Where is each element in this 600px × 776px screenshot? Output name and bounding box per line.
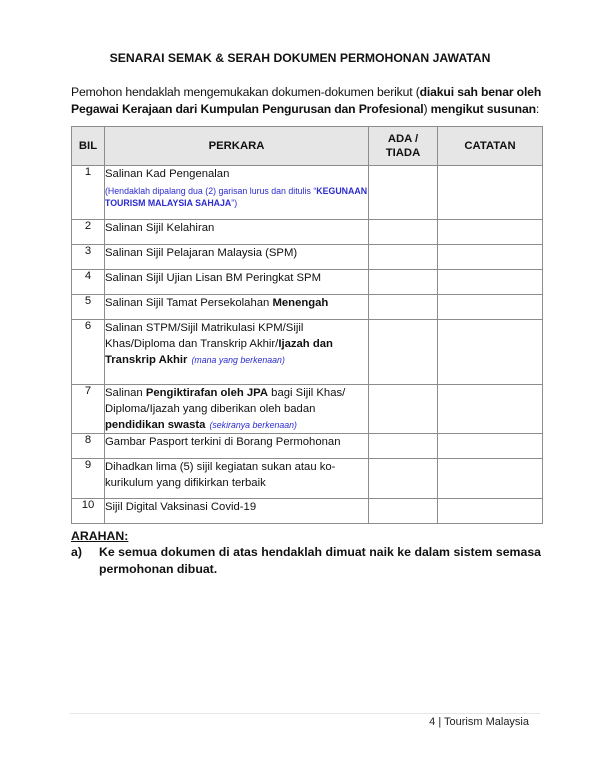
row-item-text: Salinan	[105, 387, 146, 399]
intro-text: Pemohon hendaklah mengemukakan dokumen-dokumen berikut (	[71, 85, 420, 99]
ada-tiada-cell[interactable]	[369, 434, 438, 459]
catatan-cell[interactable]	[438, 385, 543, 434]
row-number: 2	[72, 220, 105, 245]
table-row	[72, 295, 543, 320]
table-row	[72, 434, 543, 459]
row-item-text: Salinan Sijil Pelajaran Malaysia (SPM)	[105, 247, 298, 259]
row-number: 10	[72, 499, 105, 524]
header-catatan: CATATAN	[438, 127, 543, 166]
footer-separator: |	[438, 716, 442, 728]
row-item-bold: pendidikan swasta	[105, 419, 206, 431]
row-item-text: Gambar Pasport terkini di Borang Permohonan	[105, 436, 341, 448]
table-row	[72, 459, 543, 499]
row-item	[105, 166, 369, 220]
row-number: 5	[72, 295, 105, 320]
ada-tiada-cell[interactable]	[369, 166, 438, 220]
row-number: 9	[72, 459, 105, 499]
row-number: 4	[72, 270, 105, 295]
row-number: 6	[72, 320, 105, 385]
catatan-cell[interactable]	[438, 166, 543, 220]
page-number: 4	[429, 716, 436, 728]
catatan-cell[interactable]	[438, 295, 543, 320]
intro-line-1	[71, 84, 555, 101]
table-row	[72, 270, 543, 295]
ada-tiada-cell[interactable]	[369, 220, 438, 245]
row-item	[105, 499, 369, 524]
instruction-label: a)	[71, 545, 82, 559]
intro-bold-order: mengikut susunan	[430, 102, 536, 116]
row-number: 8	[72, 434, 105, 459]
footer-divider	[70, 713, 540, 714]
row-item	[105, 320, 369, 385]
table-row	[72, 245, 543, 270]
instructions-heading: ARAHAN:	[71, 529, 129, 543]
row-item-text: Dihadkan lima (5) sijil kegiatan sukan atau ko-kurikulum yang difikirkan terbaik	[105, 461, 336, 489]
row-item	[105, 245, 369, 270]
catatan-cell[interactable]	[438, 434, 543, 459]
ada-tiada-cell[interactable]	[369, 295, 438, 320]
header-ada-tiada	[369, 127, 438, 166]
ada-tiada-cell[interactable]	[369, 270, 438, 295]
row-number: 1	[72, 166, 105, 220]
row-item-bold: Menengah	[272, 297, 329, 309]
intro-text: )	[423, 102, 431, 116]
row-item-text: Salinan Sijil Kelahiran	[105, 222, 215, 234]
row-item	[105, 270, 369, 295]
row-item	[105, 295, 369, 320]
ada-tiada-cell[interactable]	[369, 385, 438, 434]
header-bil: BIL	[72, 127, 105, 166]
row-item-text: bagi Sijil Khas/ Diploma/Ijazah yang diberikan oleh badan	[105, 387, 346, 415]
intro-bold-certification-b: Pegawai Kerajaan dari Kumpulan Pengurusan dan Profesional	[71, 102, 424, 116]
row-item-bold: Ijazah dan Transkrip Akhir	[105, 338, 333, 366]
table-row	[72, 385, 543, 434]
intro-text: :	[535, 102, 540, 116]
row-item	[105, 434, 369, 459]
table-header-row	[72, 127, 543, 166]
row-item	[105, 459, 369, 499]
document-checklist-table	[71, 126, 543, 524]
header-perkara: PERKARA	[105, 127, 369, 166]
header-tiada: TIADA	[385, 147, 421, 159]
catatan-cell[interactable]	[438, 459, 543, 499]
row-number: 7	[72, 385, 105, 434]
document-title: SENARAI SEMAK & SERAH DOKUMEN PERMOHONAN JAWATAN	[109, 51, 491, 65]
instruction-item	[71, 544, 541, 578]
header-ada: ADA /	[387, 133, 419, 145]
catatan-cell[interactable]	[438, 270, 543, 295]
row-item-note	[105, 186, 368, 209]
row-item-aside: (mana yang berkenaan)	[191, 355, 285, 365]
catatan-cell[interactable]	[438, 320, 543, 385]
intro-paragraph	[71, 84, 555, 118]
row-item-text: Salinan Sijil Tamat Persekolahan	[105, 297, 273, 309]
catatan-cell[interactable]	[438, 499, 543, 524]
catatan-cell[interactable]	[438, 245, 543, 270]
note-bold: KEGUNAAN TOURISM MALAYSIA SAHAJA	[105, 186, 368, 208]
footer-org: Tourism Malaysia	[444, 716, 529, 728]
intro-line-2	[71, 101, 555, 118]
intro-bold-certification-a: diakui sah benar oleh	[419, 85, 542, 99]
note-text: (Hendaklah dipalang dua (2) garisan lurus dan ditulis “	[105, 186, 317, 196]
row-item-bold: Pengiktirafan oleh JPA	[145, 387, 269, 399]
row-number: 3	[72, 245, 105, 270]
ada-tiada-cell[interactable]	[369, 459, 438, 499]
row-item-aside: (sekiranya berkenaan)	[209, 420, 297, 430]
ada-tiada-cell[interactable]	[369, 320, 438, 385]
table-row	[72, 220, 543, 245]
ada-tiada-cell[interactable]	[369, 499, 438, 524]
row-item-text: Sijil Digital Vaksinasi Covid-19	[105, 501, 257, 513]
catatan-cell[interactable]	[438, 220, 543, 245]
instruction-text: Ke semua dokumen di atas hendaklah dimuat naik ke dalam sistem semasa permohonan dibuat.	[99, 545, 541, 576]
ada-tiada-cell[interactable]	[369, 245, 438, 270]
row-item-text: Salinan Sijil Ujian Lisan BM Peringkat SPM	[105, 272, 321, 284]
table-row	[72, 320, 543, 385]
row-item-text: Salinan Kad Pengenalan	[105, 168, 230, 180]
row-item-text: Salinan STPM/Sijil Matrikulasi KPM/Sijil Khas/Diploma dan Transkrip Akhir/	[105, 322, 304, 350]
table-row	[72, 166, 543, 220]
table-row	[72, 499, 543, 524]
instructions-section	[71, 529, 541, 578]
row-item	[105, 220, 369, 245]
note-text: ”)	[231, 197, 238, 208]
page-footer	[429, 716, 529, 728]
row-item	[105, 385, 369, 434]
